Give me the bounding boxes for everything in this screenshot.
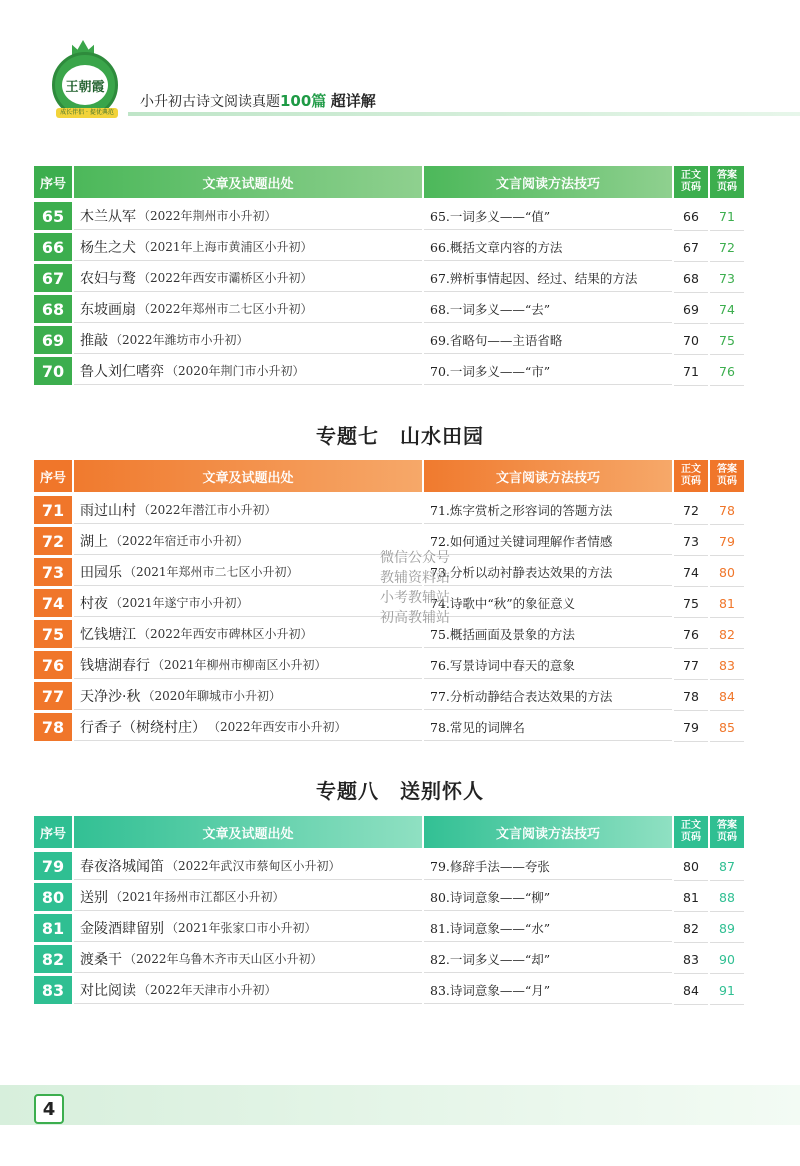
row-number: 73 [34, 558, 72, 586]
col-header-method: 文言阅读方法技巧 [424, 460, 672, 492]
method-cell: 67.辨析事情起因、经过、结果的方法 [424, 264, 672, 292]
answer-page-cell: 71 [710, 202, 744, 231]
row-number: 77 [34, 682, 72, 710]
method-cell: 82.一词多义——“却” [424, 945, 672, 973]
watermark-line: 微信公众号 [380, 550, 450, 566]
article-title-cell [74, 852, 422, 880]
toc-row[interactable] [34, 852, 744, 880]
toc-row[interactable] [34, 264, 744, 292]
article-source: （2021年上海市黄浦区小升初） [138, 240, 313, 254]
article-title-cell [74, 682, 422, 710]
method-cell: 80.诗词意象——“柳” [424, 883, 672, 911]
article-source: （2022年西安市小升初） [208, 720, 347, 734]
answer-page-cell: 82 [710, 620, 744, 649]
article-title: 对比阅读 [80, 982, 136, 999]
article-title-cell [74, 883, 422, 911]
article-source: （2021年柳州市柳南区小升初） [152, 658, 327, 672]
article-title-cell [74, 976, 422, 1004]
article-title: 推敲 [80, 332, 108, 349]
method-cell: 65.一词多义——“值” [424, 202, 672, 230]
article-title-cell [74, 651, 422, 679]
article-source: （2022年宿迁市小升初） [110, 534, 249, 548]
row-number: 75 [34, 620, 72, 648]
col-header-method: 文言阅读方法技巧 [424, 816, 672, 848]
article-source: （2022年潍坊市小升初） [110, 333, 249, 347]
toc-row[interactable] [34, 357, 744, 385]
header-rule [128, 112, 800, 116]
page-cell: 71 [674, 357, 708, 386]
article-title: 渡桑干 [80, 951, 122, 968]
article-source: （2022年天津市小升初） [138, 983, 277, 997]
method-cell: 66.概括文章内容的方法 [424, 233, 672, 261]
row-number: 67 [34, 264, 72, 292]
watermark-line: 教辅资料站 [380, 570, 450, 586]
row-number: 65 [34, 202, 72, 230]
method-cell: 79.修辞手法——夸张 [424, 852, 672, 880]
article-source: （2021年郑州市二七区小升初） [124, 565, 299, 579]
article-source: （2020年聊城市小升初） [142, 689, 281, 703]
answer-page-cell: 74 [710, 295, 744, 324]
article-title-cell [74, 264, 422, 292]
row-number: 79 [34, 852, 72, 880]
article-title-cell [74, 357, 422, 385]
col-header-page: 正文页码 [674, 816, 708, 848]
page-cell: 68 [674, 264, 708, 293]
toc-row[interactable] [34, 233, 744, 261]
article-title: 鲁人刘仁嗜弈 [80, 363, 164, 380]
book-title [140, 90, 376, 111]
watermark-line: 初高教辅站 [380, 610, 450, 626]
article-title-cell [74, 914, 422, 942]
page-cell: 84 [674, 976, 708, 1005]
answer-page-cell: 79 [710, 527, 744, 556]
page-cell: 78 [674, 682, 708, 711]
row-number: 76 [34, 651, 72, 679]
article-title-cell [74, 202, 422, 230]
article-source: （2022年乌鲁木齐市天山区小升初） [124, 952, 323, 966]
page-header [0, 0, 800, 135]
page-cell: 73 [674, 527, 708, 556]
article-title-cell [74, 945, 422, 973]
article-title: 金陵酒肆留别 [80, 920, 164, 937]
book-title-suffix: 超详解 [330, 92, 376, 110]
article-source: （2021年遂宁市小升初） [110, 596, 249, 610]
row-number: 66 [34, 233, 72, 261]
answer-page-cell: 88 [710, 883, 744, 912]
article-source: （2020年荆门市小升初） [166, 364, 305, 378]
toc-row[interactable] [34, 682, 744, 710]
row-number: 68 [34, 295, 72, 323]
row-number: 72 [34, 527, 72, 555]
answer-page-cell: 78 [710, 496, 744, 525]
page-cell: 82 [674, 914, 708, 943]
toc-row[interactable] [34, 651, 744, 679]
article-source: （2022年郑州市二七区小升初） [138, 302, 313, 316]
row-number: 81 [34, 914, 72, 942]
col-header-seq: 序号 [34, 460, 72, 492]
footer-band [0, 1085, 800, 1125]
article-title: 农妇与鹜 [80, 270, 136, 287]
row-number: 82 [34, 945, 72, 973]
toc-row[interactable] [34, 914, 744, 942]
page-cell: 69 [674, 295, 708, 324]
col-header-page: 正文页码 [674, 460, 708, 492]
page-cell: 67 [674, 233, 708, 262]
page-cell: 77 [674, 651, 708, 680]
toc-row[interactable] [34, 713, 744, 741]
page-cell: 74 [674, 558, 708, 587]
method-cell: 72.如何通过关键词理解作者情感 [424, 527, 672, 555]
answer-page-cell: 80 [710, 558, 744, 587]
article-title-cell [74, 233, 422, 261]
article-title: 天净沙·秋 [80, 688, 141, 705]
col-header-article: 文章及试题出处 [74, 816, 422, 848]
answer-page-cell: 81 [710, 589, 744, 618]
page-cell: 79 [674, 713, 708, 742]
row-number: 70 [34, 357, 72, 385]
article-source: （2021年扬州市江都区小升初） [110, 890, 285, 904]
article-title: 湖上 [80, 533, 108, 550]
answer-page-cell: 84 [710, 682, 744, 711]
page-cell: 80 [674, 852, 708, 881]
col-header-seq: 序号 [34, 816, 72, 848]
page-cell: 83 [674, 945, 708, 974]
answer-page-cell: 90 [710, 945, 744, 974]
col-header-answer: 答案页码 [710, 166, 744, 198]
article-source: （2022年荆州市小升初） [138, 209, 277, 223]
article-title-cell [74, 713, 422, 741]
toc-row[interactable] [34, 976, 744, 1004]
article-title: 东坡画扇 [80, 301, 136, 318]
book-title-count: 100篇 [280, 92, 327, 110]
logo-text: 王朝霞 [62, 65, 108, 105]
answer-page-cell: 75 [710, 326, 744, 355]
col-header-article: 文章及试题出处 [74, 460, 422, 492]
method-cell: 76.写景诗词中春天的意象 [424, 651, 672, 679]
toc-row[interactable] [34, 295, 744, 323]
row-number: 80 [34, 883, 72, 911]
row-number: 71 [34, 496, 72, 524]
answer-page-cell: 72 [710, 233, 744, 262]
article-title: 木兰从军 [80, 208, 136, 225]
article-title-cell [74, 295, 422, 323]
method-cell: 77.分析动静结合表达效果的方法 [424, 682, 672, 710]
col-header-method: 文言阅读方法技巧 [424, 166, 672, 198]
watermark [360, 548, 470, 628]
article-title: 春夜洛城闻笛 [80, 858, 164, 875]
answer-page-cell: 87 [710, 852, 744, 881]
method-cell: 83.诗词意象——“月” [424, 976, 672, 1004]
article-title-cell [74, 496, 422, 524]
article-title-cell [74, 326, 422, 354]
article-source: （2022年武汉市蔡甸区小升初） [166, 859, 341, 873]
answer-page-cell: 83 [710, 651, 744, 680]
row-number: 78 [34, 713, 72, 741]
article-title: 行香子（树绕村庄） [80, 719, 206, 736]
row-number: 74 [34, 589, 72, 617]
article-source: （2022年西安市碑林区小升初） [138, 627, 313, 641]
method-cell: 78.常见的词牌名 [424, 713, 672, 741]
page-cell: 70 [674, 326, 708, 355]
col-header-article: 文章及试题出处 [74, 166, 422, 198]
toc-table-section-1 [34, 166, 744, 388]
section-title-8: 专题八 送别怀人 [316, 779, 484, 803]
page-cell: 66 [674, 202, 708, 231]
row-number: 83 [34, 976, 72, 1004]
section-title-7: 专题七 山水田园 [316, 424, 484, 448]
method-cell: 75.概括画面及景象的方法 [424, 620, 672, 648]
answer-page-cell: 73 [710, 264, 744, 293]
col-header-answer: 答案页码 [710, 460, 744, 492]
col-header-answer: 答案页码 [710, 816, 744, 848]
page-number: 4 [34, 1094, 64, 1124]
answer-page-cell: 91 [710, 976, 744, 1005]
method-cell: 70.一词多义——“市” [424, 357, 672, 385]
toc-row[interactable] [34, 326, 744, 354]
article-title: 送别 [80, 889, 108, 906]
toc-row[interactable] [34, 496, 744, 524]
toc-row[interactable] [34, 883, 744, 911]
toc-table-section-3 [34, 816, 744, 1006]
article-title: 忆钱塘江 [80, 626, 136, 643]
book-title-main: 小升初古诗文阅读真题 [140, 94, 280, 110]
logo-band: 成长伴侣 · 提优典范 [56, 108, 118, 118]
toc-row[interactable] [34, 202, 744, 230]
method-cell: 71.炼字赏析之形容词的答题方法 [424, 496, 672, 524]
article-title: 杨生之犬 [80, 239, 136, 256]
article-source: （2022年潜江市小升初） [138, 503, 277, 517]
col-header-seq: 序号 [34, 166, 72, 198]
col-header-page: 正文页码 [674, 166, 708, 198]
method-cell: 73.分析以动衬静表达效果的方法 [424, 558, 672, 586]
method-cell: 81.诗词意象——“水” [424, 914, 672, 942]
article-title: 村夜 [80, 595, 108, 612]
article-title: 田园乐 [80, 564, 122, 581]
article-source: （2022年西安市灞桥区小升初） [138, 271, 313, 285]
watermark-line: 小考教辅站 [380, 590, 450, 606]
answer-page-cell: 85 [710, 713, 744, 742]
method-cell: 69.省略句——主语省略 [424, 326, 672, 354]
method-cell: 68.一词多义——“去” [424, 295, 672, 323]
article-title: 钱塘湖春行 [80, 657, 150, 674]
toc-row[interactable] [34, 945, 744, 973]
article-source: （2021年张家口市小升初） [166, 921, 317, 935]
page-cell: 81 [674, 883, 708, 912]
answer-page-cell: 76 [710, 357, 744, 386]
page-cell: 72 [674, 496, 708, 525]
method-cell: 74.诗歌中“秋”的象征意义 [424, 589, 672, 617]
answer-page-cell: 89 [710, 914, 744, 943]
article-title: 雨过山村 [80, 502, 136, 519]
page-cell: 75 [674, 589, 708, 618]
page-cell: 76 [674, 620, 708, 649]
row-number: 69 [34, 326, 72, 354]
